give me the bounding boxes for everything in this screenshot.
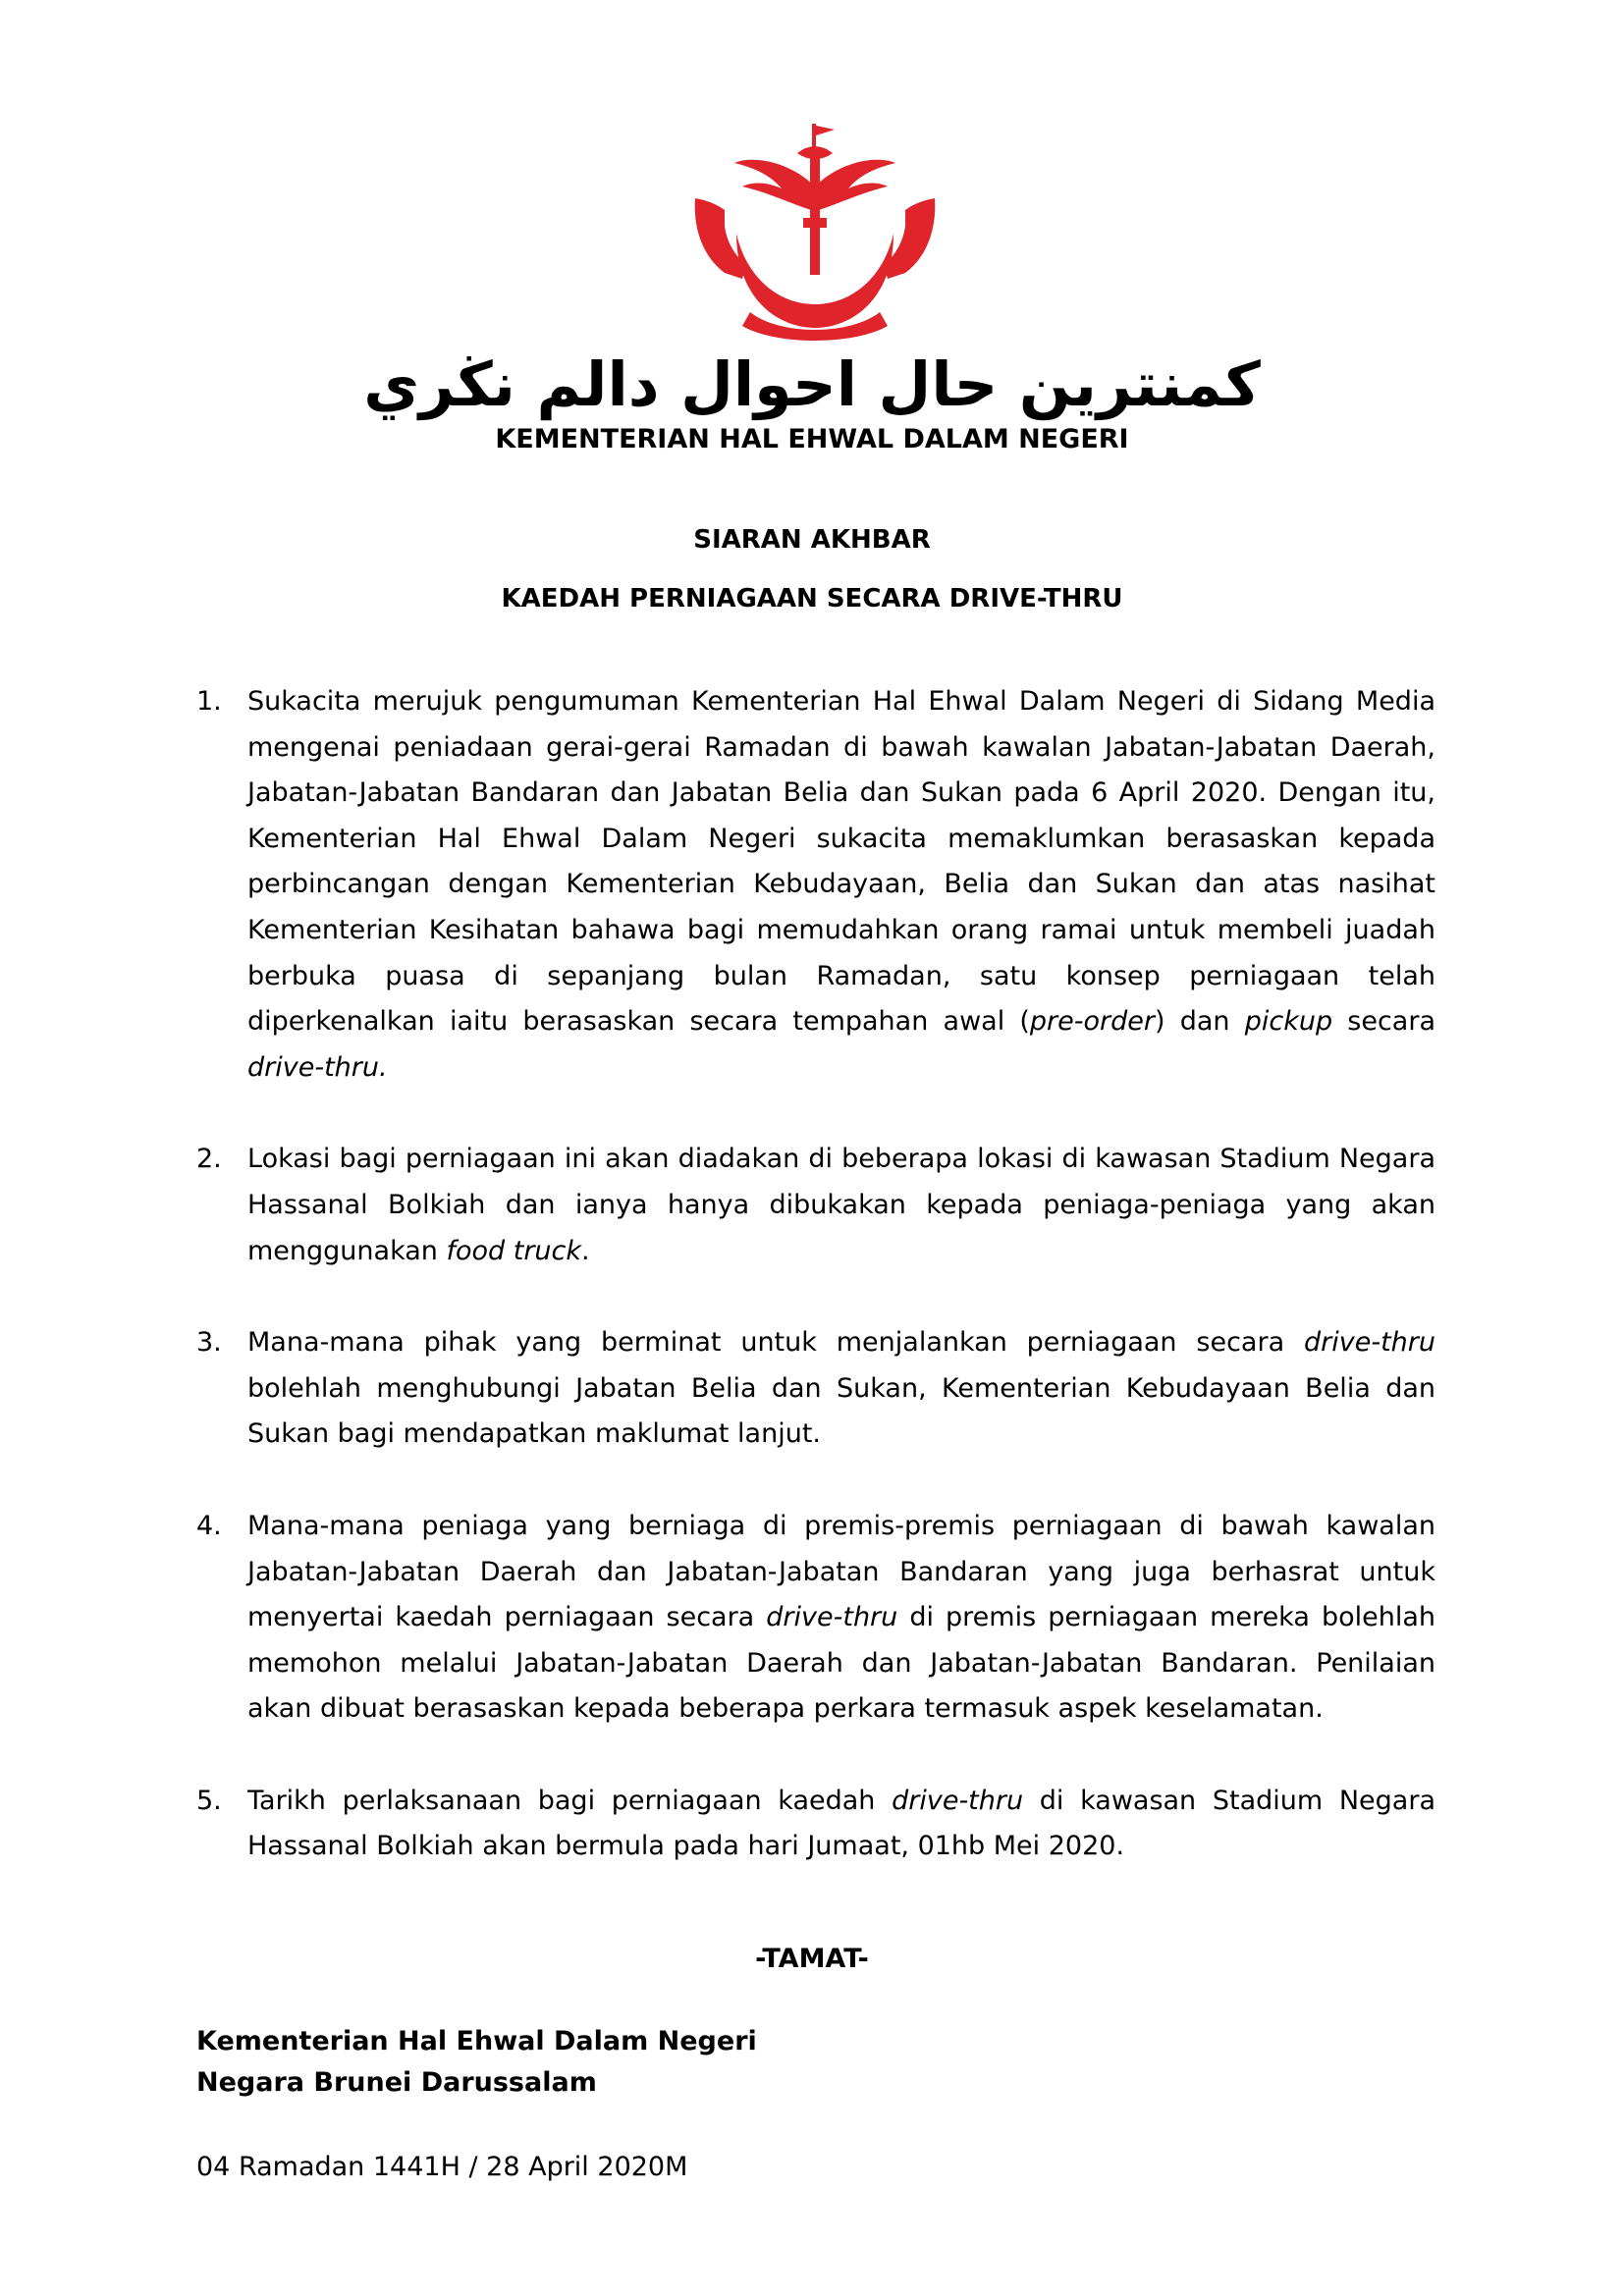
- signatory-ministry: Kementerian Hal Ehwal Dalam Negeri: [196, 2026, 757, 2056]
- text-run: Sukacita merujuk pengumuman Kementerian Hal Ehwal Dalam Negeri di Sidang Media mengenai peniadaan gerai-gerai Ramadan di bawah kawalan Jabatan-Jabatan Daerah, Jabatan-Jabatan Bandaran dan Jabatan Belia dan Sukan pada 6 April 2020. Dengan itu, Kementerian Hal Ehwal Dalam Negeri sukacita memaklumkan berasaskan kepada perbincangan dengan Kementerian Kebudayaan, Belia dan Sukan dan atas nasihat Kementerian Kesihatan bahawa bagi memudahkan orang ramai untuk membeli juadah berbuka puasa di sepanjang bulan Ramadan, satu konsep perniagaan telah diperkenalkan iaitu berasaskan secara tempahan awal (: [247, 686, 1435, 1038]
- paragraph-text: [247, 1320, 1435, 1458]
- paragraph-item: [196, 679, 1435, 1091]
- press-release-body: [196, 679, 1435, 1916]
- text-run: bolehlah menghubungi Jabatan Belia dan Sukan, Kementerian Kebudayaan Belia dan Sukan bagi mendapatkan maklumat lanjut.: [247, 1372, 1435, 1450]
- paragraph-number: 1.: [196, 686, 222, 717]
- end-mark: -TAMAT-: [755, 1944, 869, 1974]
- text-run: Tarikh perlaksanaan bagi perniagaan kaedah: [247, 1785, 893, 1816]
- italic-term: drive-thru: [892, 1785, 1024, 1816]
- italic-term: drive-thru: [766, 1602, 898, 1633]
- text-run: ) dan: [1155, 1006, 1245, 1038]
- release-date: 04 Ramadan 1441H / 28 April 2020M: [196, 2152, 688, 2182]
- subject-heading: KAEDAH PERNIAGAAN SECARA DRIVE-THRU: [501, 584, 1123, 614]
- paragraph-item: [196, 1779, 1435, 1870]
- press-release-heading: SIARAN AKHBAR: [693, 525, 931, 555]
- brunei-crest-icon: [681, 118, 948, 344]
- paragraph-text: [247, 1779, 1435, 1870]
- paragraph-text: [247, 679, 1435, 1091]
- text-run: .: [581, 1235, 590, 1266]
- paragraph-item: [196, 1320, 1435, 1458]
- paragraph-number: 5.: [196, 1785, 222, 1816]
- paragraph-number: 3.: [196, 1327, 222, 1359]
- text-run: di kawasan Stadium Negara Hassanal Bolkiah akan bermula pada hari Jumaat, 01hb Mei 2020.: [247, 1785, 1435, 1862]
- text-run: Lokasi bagi perniagaan ini akan diadakan di beberapa lokasi di kawasan Stadium Negara Hassanal Bolkiah dan ianya hanya dibukakan kepada peniaga-peniaga yang akan menggunakan: [247, 1144, 1435, 1266]
- italic-term: pickup: [1244, 1006, 1333, 1038]
- text-run: di premis perniagaan mereka bolehlah memohon melalui Jabatan-Jabatan Daerah dan Jabatan-Jabatan Bandaran. Penilaian akan dibuat berasaskan kepada beberapa perkara termasuk aspek keselamatan.: [247, 1602, 1435, 1725]
- paragraph-text: [247, 1504, 1435, 1733]
- italic-term: pre-order: [1029, 1006, 1155, 1038]
- signatory-country: Negara Brunei Darussalam: [196, 2067, 597, 2098]
- italic-term: drive-thru: [1304, 1327, 1435, 1359]
- jawi-ministry-title: كمنترين حال احوال دالم نڬري: [363, 348, 1261, 420]
- text-run: secara: [1332, 1006, 1435, 1038]
- ministry-name: KEMENTERIAN HAL EHWAL DALAM NEGERI: [495, 424, 1129, 454]
- paragraph-number: 2.: [196, 1144, 222, 1175]
- italic-term: food truck: [446, 1235, 582, 1266]
- paragraph-text: [247, 1137, 1435, 1274]
- text-run: Mana-mana peniaga yang berniaga di premis-premis perniagaan di bawah kawalan Jabatan-Jabatan Daerah dan Jabatan-Jabatan Bandaran yang juga berhasrat untuk menyertai kaedah perniagaan secara: [247, 1510, 1435, 1633]
- text-run: Mana-mana pihak yang berminat untuk menjalankan perniagaan secara: [247, 1327, 1304, 1359]
- paragraph-number: 4.: [196, 1510, 222, 1541]
- paragraph-item: [196, 1504, 1435, 1733]
- italic-term: drive-thru.: [247, 1051, 388, 1083]
- paragraph-item: [196, 1137, 1435, 1274]
